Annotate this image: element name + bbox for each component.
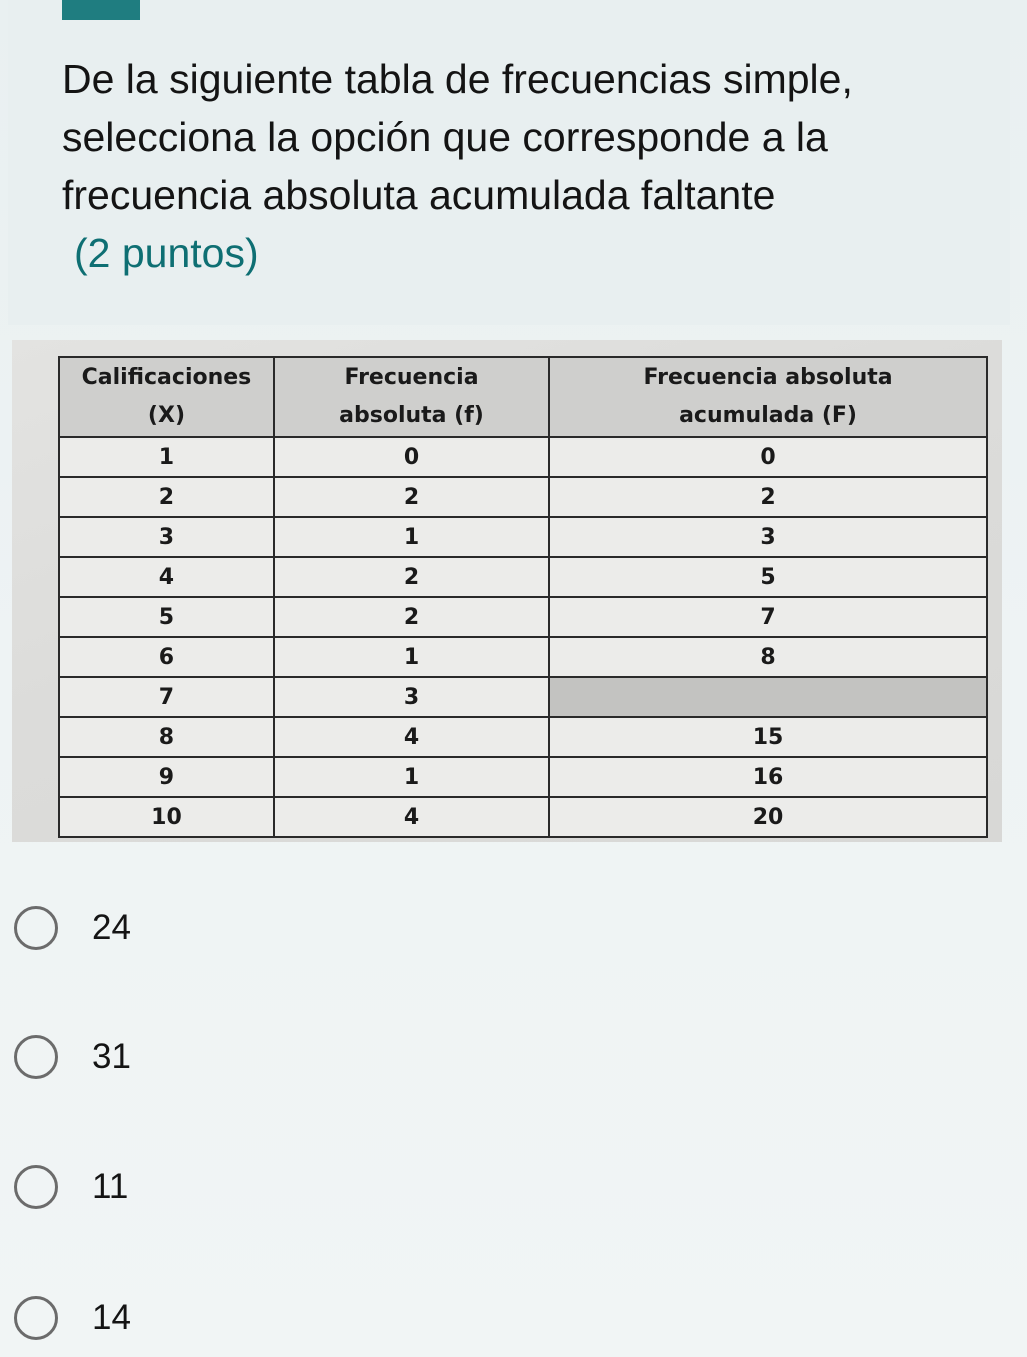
option-label: 24 bbox=[92, 908, 131, 947]
cell-cumulative: 3 bbox=[549, 517, 987, 557]
cell-f: 2 bbox=[274, 597, 549, 637]
option-label: 31 bbox=[92, 1037, 131, 1076]
cell-cumulative: 20 bbox=[549, 797, 987, 837]
table-row bbox=[59, 797, 987, 837]
radio-button[interactable] bbox=[14, 1296, 58, 1340]
table-header-row bbox=[59, 357, 987, 437]
header-calificaciones: Calificaciones (X) bbox=[59, 357, 274, 437]
points-label: (2 puntos) bbox=[74, 230, 259, 276]
cell-cumulative: 15 bbox=[549, 717, 987, 757]
question-line-1: De la siguiente tabla de frecuencias simple, bbox=[62, 56, 853, 102]
radio-button[interactable] bbox=[14, 1165, 58, 1209]
cell-x: 4 bbox=[59, 557, 274, 597]
table-row bbox=[59, 557, 987, 597]
cell-x: 6 bbox=[59, 637, 274, 677]
cell-x: 7 bbox=[59, 677, 274, 717]
table-row bbox=[59, 517, 987, 557]
table-row bbox=[59, 637, 987, 677]
cell-x: 3 bbox=[59, 517, 274, 557]
table-row bbox=[59, 717, 987, 757]
header-frecuencia-acumulada: Frecuencia absoluta acumulada (F) bbox=[549, 357, 987, 437]
radio-button[interactable] bbox=[14, 906, 58, 950]
cell-cumulative: 2 bbox=[549, 477, 987, 517]
frequency-table bbox=[58, 356, 988, 838]
cell-f: 0 bbox=[274, 437, 549, 477]
cell-x: 5 bbox=[59, 597, 274, 637]
cell-cumulative: 5 bbox=[549, 557, 987, 597]
cell-cumulative: 7 bbox=[549, 597, 987, 637]
option-2[interactable] bbox=[14, 1033, 414, 1081]
table-row bbox=[59, 437, 987, 477]
cell-f: 2 bbox=[274, 477, 549, 517]
cell-f: 2 bbox=[274, 557, 549, 597]
cell-x: 8 bbox=[59, 717, 274, 757]
table-row bbox=[59, 677, 987, 717]
question-text bbox=[62, 50, 962, 224]
question-line-3: frecuencia absoluta acumulada faltante bbox=[62, 172, 776, 218]
cell-cumulative-missing bbox=[549, 677, 987, 717]
option-label: 14 bbox=[92, 1298, 131, 1337]
cell-x: 1 bbox=[59, 437, 274, 477]
cell-cumulative: 0 bbox=[549, 437, 987, 477]
table-row bbox=[59, 477, 987, 517]
table-row bbox=[59, 757, 987, 797]
cell-f: 1 bbox=[274, 757, 549, 797]
cell-x: 10 bbox=[59, 797, 274, 837]
option-label: 11 bbox=[92, 1167, 129, 1206]
cell-f: 3 bbox=[274, 677, 549, 717]
cell-f: 4 bbox=[274, 797, 549, 837]
cell-f: 1 bbox=[274, 637, 549, 677]
table-row bbox=[59, 597, 987, 637]
header-frecuencia-absoluta: Frecuencia absoluta (f) bbox=[274, 357, 549, 437]
cell-cumulative: 8 bbox=[549, 637, 987, 677]
option-4[interactable] bbox=[14, 1294, 414, 1342]
cell-x: 2 bbox=[59, 477, 274, 517]
cell-f: 1 bbox=[274, 517, 549, 557]
accent-bar bbox=[62, 0, 140, 20]
option-3[interactable] bbox=[14, 1163, 414, 1211]
cell-x: 9 bbox=[59, 757, 274, 797]
radio-button[interactable] bbox=[14, 1035, 58, 1079]
option-1[interactable] bbox=[14, 904, 414, 952]
cell-cumulative: 16 bbox=[549, 757, 987, 797]
question-line-2: selecciona la opción que corresponde a la bbox=[62, 114, 828, 160]
cell-f: 4 bbox=[274, 717, 549, 757]
